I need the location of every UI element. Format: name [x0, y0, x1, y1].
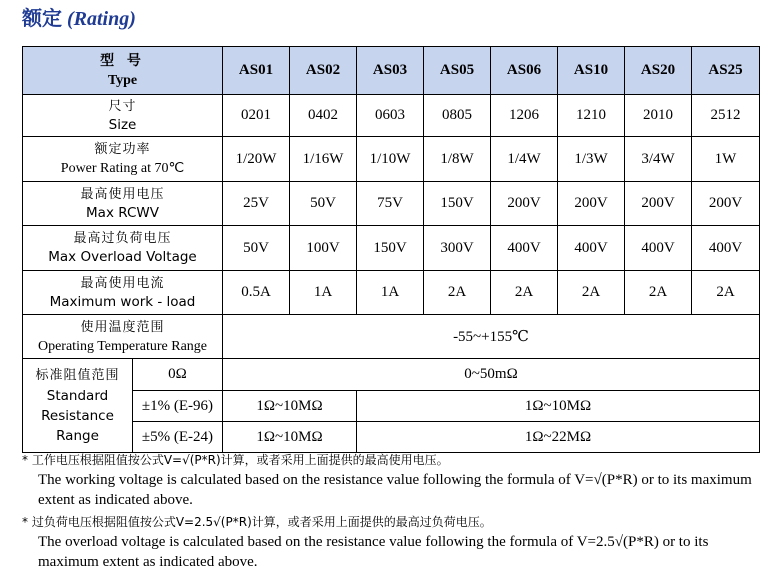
value-cell: 0402: [290, 95, 357, 137]
value-cell: 0603: [357, 95, 424, 137]
row-label-zh: 最高使用电流: [80, 275, 165, 291]
row-label-en: Power Rating at 70℃: [60, 161, 185, 176]
section-title: [22, 4, 136, 34]
type-cell: AS03: [357, 47, 424, 95]
resistance-value: 1Ω~10MΩ: [223, 422, 357, 453]
row-label-zh: 最高过负荷电压: [73, 231, 172, 246]
table-row-temperature: [23, 315, 760, 359]
resistance-label-en: Range: [56, 427, 99, 444]
value-cell: 50V: [290, 182, 357, 226]
value-cell: 150V: [357, 226, 424, 271]
row-label-cell: [23, 226, 223, 271]
temperature-value: -55~+155℃: [223, 315, 760, 359]
value-cell: 1A: [290, 271, 357, 315]
value-cell: 0201: [223, 95, 290, 137]
type-cell: AS06: [491, 47, 558, 95]
value-cell: 1/20W: [223, 137, 290, 182]
table-row-max-current: [23, 271, 760, 315]
footnote-en: The working voltage is calculated based on the resistance value following the formula of V=√(P*R) or to its maximum extent as indicated above.: [38, 472, 752, 508]
row-label-cell: [23, 137, 223, 182]
value-cell: 400V: [558, 226, 625, 271]
rating-table: [22, 46, 760, 453]
footnote-en: The overload voltage is calculated based on the resistance value following the formula of V=2.5√(P*R) or to its maximum extent as indicated above.: [38, 534, 709, 570]
table-row-max-overload: [23, 226, 760, 271]
value-cell: 25V: [223, 182, 290, 226]
footnotes: [22, 450, 762, 574]
value-cell: 0805: [424, 95, 491, 137]
value-cell: 1A: [357, 271, 424, 315]
header-label-cell: [23, 47, 223, 95]
value-cell: 50V: [223, 226, 290, 271]
row-label-zh: 额定功率: [94, 142, 151, 157]
value-cell: 2A: [558, 271, 625, 315]
value-cell: 2A: [491, 271, 558, 315]
resistance-label-en: Standard: [46, 387, 109, 404]
value-cell: 200V: [491, 182, 558, 226]
resistance-label-cell: [23, 359, 133, 453]
value-cell: 150V: [424, 182, 491, 226]
value-cell: 200V: [558, 182, 625, 226]
row-label-en: Maximum work - load: [49, 293, 196, 310]
table-header-row: [23, 47, 760, 95]
header-label-en: Type: [107, 72, 138, 88]
tolerance-label: 0Ω: [133, 359, 223, 391]
row-label-zh: 最高使用电压: [80, 186, 165, 202]
resistance-value: 0~50mΩ: [223, 359, 760, 391]
table-row-resistance-e24: [23, 422, 760, 453]
value-cell: 1W: [692, 137, 760, 182]
tolerance-label: ±5% (E-24): [133, 422, 223, 453]
value-cell: 1/10W: [357, 137, 424, 182]
value-cell: 1/8W: [424, 137, 491, 182]
value-cell: 1/16W: [290, 137, 357, 182]
row-label-en: Operating Temperature Range: [37, 338, 208, 354]
value-cell: 2512: [692, 95, 760, 137]
type-cell: AS05: [424, 47, 491, 95]
value-cell: 400V: [625, 226, 692, 271]
type-cell: AS01: [223, 47, 290, 95]
resistance-value: 1Ω~22MΩ: [357, 422, 760, 453]
value-cell: 1/3W: [558, 137, 625, 182]
value-cell: 1/4W: [491, 137, 558, 182]
type-cell: AS25: [692, 47, 760, 95]
value-cell: 2A: [692, 271, 760, 315]
value-cell: 0.5A: [223, 271, 290, 315]
type-cell: AS20: [625, 47, 692, 95]
row-label-zh: 使用温度范围: [80, 319, 165, 335]
resistance-value: 1Ω~10MΩ: [223, 391, 357, 422]
value-cell: 400V: [692, 226, 760, 271]
row-label-zh: 尺寸: [108, 98, 137, 114]
table-row-resistance-zero: [23, 359, 760, 391]
row-label-cell: [23, 315, 223, 359]
table-row-max-rcwv: [23, 182, 760, 226]
section-title-en: (Rating): [67, 8, 136, 30]
row-label-en: Size: [108, 116, 137, 133]
row-label-cell: [23, 271, 223, 315]
type-cell: AS10: [558, 47, 625, 95]
value-cell: 2010: [625, 95, 692, 137]
value-cell: 200V: [625, 182, 692, 226]
value-cell: 300V: [424, 226, 491, 271]
table-row-power-rating: [23, 137, 760, 182]
header-label-zh: 型 号: [100, 52, 145, 69]
row-label-cell: [23, 95, 223, 137]
resistance-label-en: Resistance: [41, 407, 114, 424]
value-cell: 200V: [692, 182, 760, 226]
footnote-zh: * 过负荷电压根据阻值按公式V=2.5√(P*R)计算，或者采用上面提供的最高过负荷电压。: [22, 515, 492, 529]
value-cell: 3/4W: [625, 137, 692, 182]
row-label-cell: [23, 182, 223, 226]
footnote-zh: * 工作电压根据阻值按公式V=√(P*R)计算，或者采用上面提供的最高使用电压。: [22, 453, 449, 467]
value-cell: 100V: [290, 226, 357, 271]
value-cell: 1206: [491, 95, 558, 137]
value-cell: 75V: [357, 182, 424, 226]
row-label-en: Max RCWV: [86, 204, 159, 221]
type-cell: AS02: [290, 47, 357, 95]
tolerance-label: ±1% (E-96): [133, 391, 223, 422]
resistance-label-zh: 标准阻值范围: [35, 367, 120, 383]
value-cell: 400V: [491, 226, 558, 271]
resistance-value: 1Ω~10MΩ: [357, 391, 760, 422]
value-cell: 2A: [424, 271, 491, 315]
section-title-zh: 额定: [22, 8, 62, 30]
value-cell: 1210: [558, 95, 625, 137]
table-row-size: [23, 95, 760, 137]
row-label-en: Max Overload Voltage: [48, 249, 197, 265]
value-cell: 2A: [625, 271, 692, 315]
table-row-resistance-e96: [23, 391, 760, 422]
